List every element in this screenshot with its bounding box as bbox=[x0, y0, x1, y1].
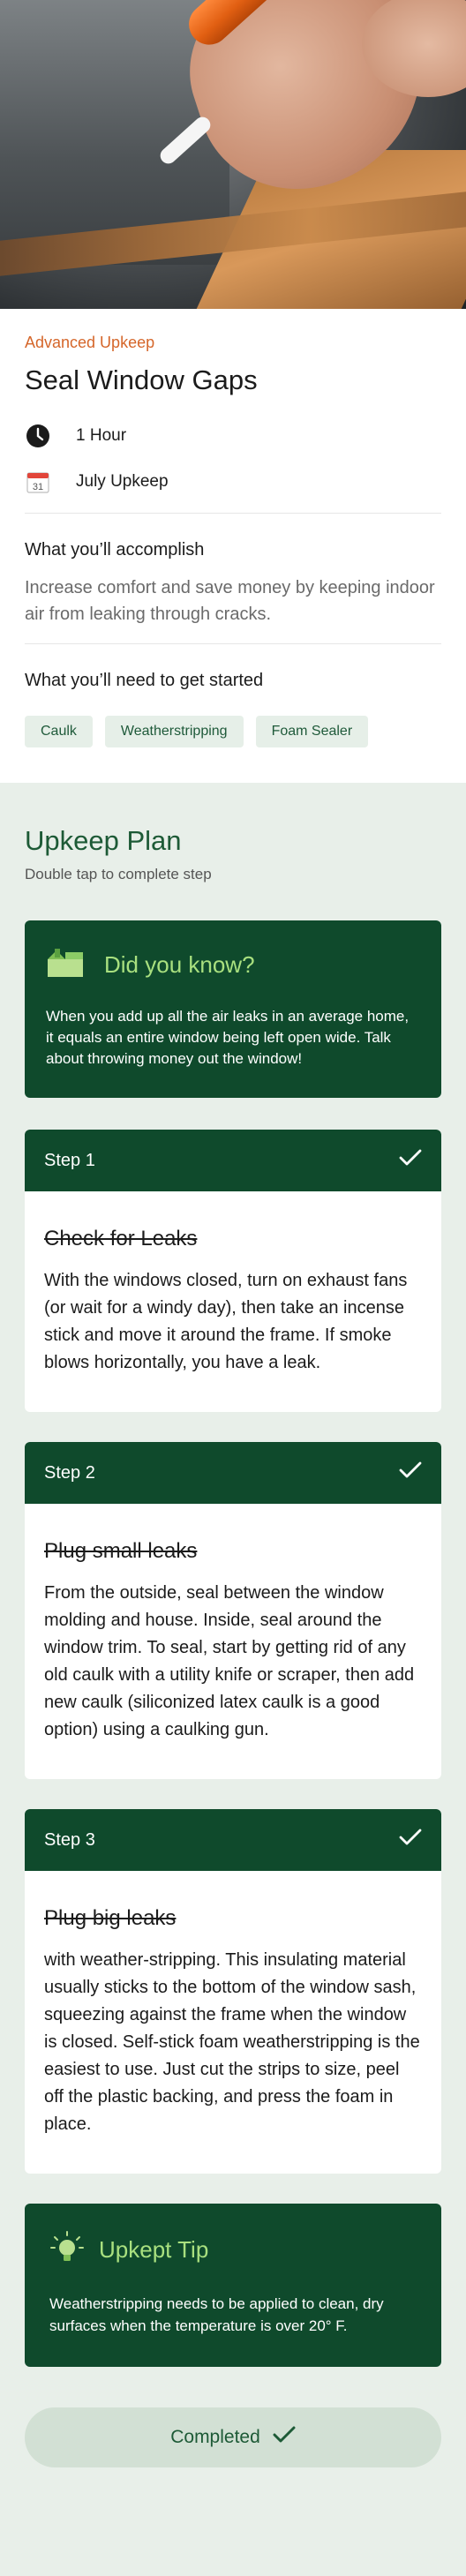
step-header bbox=[25, 1130, 441, 1191]
checkmark-icon bbox=[399, 1149, 422, 1172]
calendar-icon bbox=[25, 469, 51, 495]
accomplish-heading: What you’ll accomplish bbox=[25, 540, 205, 560]
needs-heading: What you’ll need to get started bbox=[25, 671, 264, 690]
divider bbox=[25, 643, 441, 644]
supplies-list bbox=[25, 716, 441, 747]
tip-text: Weatherstripping needs to be applied to clean, dry surfaces when the temperature is over 20° F. bbox=[49, 2295, 384, 2334]
step-title: Check for Leaks bbox=[44, 1227, 198, 1250]
lightbulb-icon bbox=[49, 2230, 85, 2270]
step-card[interactable] bbox=[25, 1442, 441, 1779]
clock-icon bbox=[25, 423, 51, 449]
step-text: with weather-stripping. This insulating material usually sticks to the bottom of the window sash, squeezing against the frame when the window is closed. Self-stick foam weatherstripping is the easiest to use. Just cut the strips to size, peel off the plastic backing, and press the foam in place. bbox=[44, 1950, 420, 2134]
step-label: Step 1 bbox=[44, 1150, 95, 1170]
plan-subtitle: Double tap to complete step bbox=[25, 866, 212, 882]
did-you-know-title: Did you know? bbox=[104, 951, 255, 978]
step-text: From the outside, seal between the window molding and house. Inside, seal around the window trim. To seal, start by getting rid of any old caulk with a utility knife or scraper, then add new caulk (siliconized latex caulk is a good option) using a caulking gun. bbox=[44, 1583, 415, 1739]
supply-chip-caulk[interactable]: Caulk bbox=[25, 716, 93, 747]
completed-label: Completed bbox=[170, 2427, 260, 2447]
step-card[interactable] bbox=[25, 1130, 441, 1412]
duration-row bbox=[25, 421, 441, 451]
step-card[interactable] bbox=[25, 1809, 441, 2174]
tip-title: Upkept Tip bbox=[99, 2236, 209, 2263]
step-label: Step 2 bbox=[44, 1462, 95, 1483]
step-text: With the windows closed, turn on exhaust fans (or wait for a windy day), then take an incense stick and move it around the frame. If smoke blows horizontally, you have a leak. bbox=[44, 1271, 408, 1372]
category-label: Advanced Upkeep bbox=[25, 334, 155, 351]
supply-chip-weatherstripping[interactable]: Weatherstripping bbox=[105, 716, 244, 747]
checkmark-icon bbox=[399, 1461, 422, 1484]
accomplish-text: Increase comfort and save money by keeping indoor air from leaking through cracks. bbox=[25, 578, 435, 624]
plan-title: Upkeep Plan bbox=[25, 825, 182, 856]
did-you-know-card bbox=[25, 920, 441, 1098]
completed-button[interactable] bbox=[25, 2407, 441, 2467]
house-icon bbox=[46, 947, 85, 983]
step-title: Plug small leaks bbox=[44, 1539, 198, 1563]
duration-text: 1 Hour bbox=[76, 426, 127, 445]
did-you-know-text: When you add up all the air leaks in an average home, it equals an entire window being left open wide. Talk about throwing money out the window! bbox=[46, 1008, 410, 1067]
schedule-row bbox=[25, 467, 441, 497]
upkeep-plan bbox=[0, 783, 466, 2503]
step-header bbox=[25, 1442, 441, 1504]
calendar-day: 31 bbox=[32, 482, 44, 492]
upkept-tip-card bbox=[25, 2204, 441, 2367]
checkmark-icon bbox=[399, 1829, 422, 1851]
page-title: Seal Window Gaps bbox=[25, 364, 258, 395]
step-title: Plug big leaks bbox=[44, 1906, 177, 1930]
step-label: Step 3 bbox=[44, 1829, 95, 1850]
supply-chip-foam-sealer[interactable]: Foam Sealer bbox=[256, 716, 369, 747]
schedule-text: July Upkeep bbox=[76, 472, 169, 491]
checkmark-icon bbox=[273, 2426, 296, 2449]
hero-photo bbox=[0, 0, 466, 309]
divider bbox=[25, 513, 441, 514]
task-info bbox=[0, 309, 466, 783]
step-header bbox=[25, 1809, 441, 1871]
